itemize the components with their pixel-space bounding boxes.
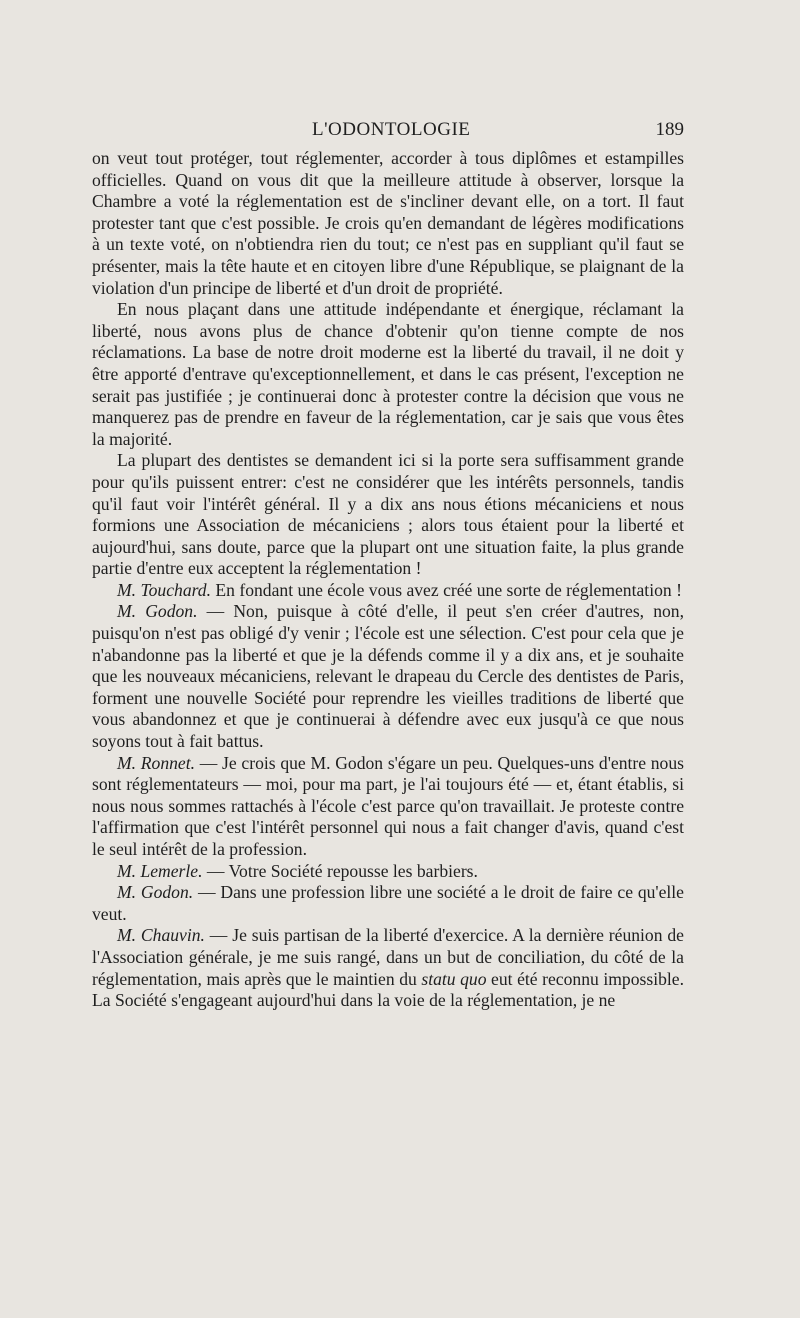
dialogue-paragraph: [92, 861, 684, 883]
speaker-name: M. Ronnet.: [117, 752, 196, 773]
dialogue-paragraph: [92, 601, 684, 752]
speaker-name: M. Godon.: [117, 882, 194, 903]
speech-text: — Je crois que M. Godon s'égare un peu. Quelques-uns d'entre nous sont réglementateurs — moi, pour ma part, je l'ai toujours été — et, étant établis, si nous nous sommes rattachés à l'école c'est parce qu'on travaillait. Je proteste contre l'affirmation que c'est l'intérêt personnel qui nous a fait changer d'avis, quand c'est le seul intérêt de la profession.: [92, 752, 685, 859]
paragraph-text: La plupart des dentistes se demandent ici si la porte sera suffisamment grande pour qu'ils puissent entrer: c'est ne considérer que les intérêts personnels, tandis qu'il faut voir l'intérêt général. Il y a dix ans nous étions mécaniciens et nous formions une Association de mécaniciens ; alors tous étaient pour la liberté et aujourd'hui, sans doute, parce que la plupart ont une situation faite, la plus grande partie d'entre eux acceptent la réglementation !: [92, 450, 684, 579]
dialogue-paragraph: [92, 925, 684, 1011]
speaker-name: M. Chauvin.: [117, 925, 205, 946]
speech-text: — Votre Société repousse les barbiers.: [202, 860, 478, 881]
body-text: [92, 148, 684, 1012]
paragraph: [92, 450, 684, 580]
dialogue-paragraph: [92, 753, 684, 861]
speech-text: — Dans une profession libre une société a le droit de faire ce qu'elle veut.: [92, 882, 684, 924]
paragraph: [92, 299, 684, 450]
speech-text: — Je suis partisan de la liberté d'exercice. A la dernière réunion de l'Association générale, je me suis rangé, dans un but de conciliation, du côté de la réglementation, mais après que le maintien du: [92, 925, 684, 989]
running-title: L'ODONTOLOGIE: [312, 119, 471, 140]
speech-text: eut été reconnu impossible. La Société s'engageant aujourd'hui dans la voie de la réglementation, je ne: [92, 968, 684, 1011]
speech-text: — Non, puisque à côté d'elle, il peut s'en créer d'autres, non, puisqu'on n'est pas obligé d'y venir ; l'école est une sélection. C'est pour cela que je n'abandonne pas la liberté et que je la défends comme il y a dix ans, et je souhaite que les nouveaux mécaniciens, relevant le drapeau du Cercle des dentistes de Paris, forment une nouvelle Société pour reprendre les vieilles traditions de liberté que vous abandonnez et que je continuerai à défendre avec eux jusqu'à ce que nous soyons tout à fait battus.: [92, 601, 684, 752]
paragraph-text: En nous plaçant dans une attitude indépendante et énergique, réclamant la liberté, nous avons plus de chance d'obtenir qu'on tienne compte de nos réclamations. La base de notre droit moderne est la liberté du travail, il ne doit y être apporté d'entrave qu'exceptionnellement, et dans le cas présent, l'exception ne serait pas justifiée ; je continuerai donc à protester contre la décision que vous ne manquerez pas de prendre en faveur de la réglementation, car je sais que vous êtes la majorité.: [92, 299, 684, 449]
latin-emphasis: statu quo: [421, 968, 487, 989]
speaker-name: M. Godon.: [117, 601, 198, 622]
paragraph-text: on veut tout protéger, tout réglementer, accorder à tous diplômes et estampilles officielles. Quand on vous dit que la meilleure attitude à observer, lorsque la Chambre a voté la réglementation est de s'incliner devant elle, on a tort. Il faut protester tant que c'est possible. Je crois qu'en demandant de légères modifications à un texte voté, on n'obtiendra rien du tout; ce n'est pas en suppliant qu'il faut se présenter, mais la tête haute et en citoyen libre d'une République, se plaignant de la violation d'un principe de liberté et d'un droit de propriété.: [92, 148, 684, 298]
paragraph: [92, 148, 684, 299]
dialogue-paragraph: [92, 580, 684, 602]
speech-text: En fondant une école vous avez créé une sorte de réglementation !: [211, 579, 682, 600]
page-header: [312, 119, 684, 143]
speaker-name: M. Lemerle.: [117, 860, 203, 881]
speaker-name: M. Touchard.: [117, 579, 212, 600]
page-number: 189: [655, 119, 684, 140]
dialogue-paragraph: [92, 882, 684, 925]
